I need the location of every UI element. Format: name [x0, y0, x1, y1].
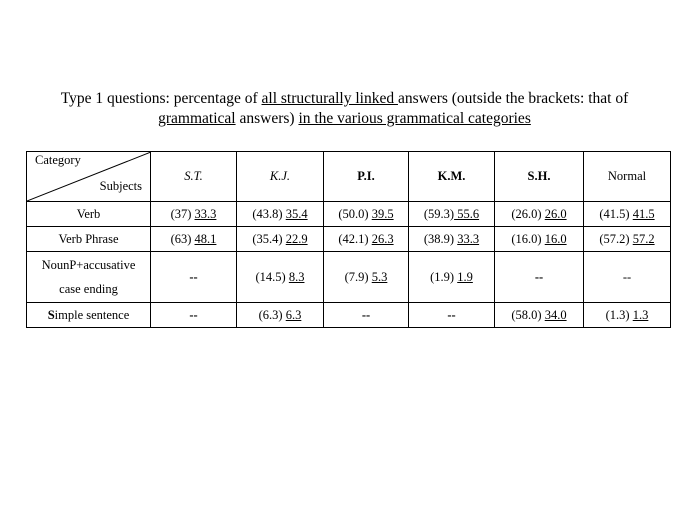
caption-text: Type 1 questions: percentage of: [60, 90, 262, 107]
bracket-value: (42.1): [338, 231, 372, 246]
column-header-normal: Normal: [584, 152, 671, 202]
table-cell: [237, 227, 324, 252]
table-cell: [584, 227, 671, 252]
caption-underlined: grammatical: [158, 110, 236, 127]
bracket-value: (6.3): [258, 307, 286, 322]
row-label-verb: Verb: [27, 202, 151, 227]
caption-underlined: in the various grammatical categories: [298, 110, 531, 127]
row-label-verb-phrase: Verb Phrase: [27, 227, 151, 252]
table-cell: [151, 202, 237, 227]
column-header-pi: P.I.: [324, 152, 409, 202]
row-label-initial: S: [47, 307, 55, 322]
grammatical-value: 57.2: [632, 231, 655, 246]
category-label: Category: [35, 153, 81, 167]
row-label-simple-sentence: [27, 303, 151, 328]
grammatical-value: 16.0: [544, 231, 567, 246]
table-cell: --: [151, 252, 237, 303]
grammatical-value: 48.1: [194, 231, 217, 246]
table-cell: [495, 227, 584, 252]
caption-text: answers (outside the brackets: that of: [397, 90, 629, 107]
header-row: [27, 152, 671, 202]
bracket-value: (43.8): [252, 206, 286, 221]
grammatical-value: 35.4: [285, 206, 308, 221]
caption-underlined: all structurally linked: [261, 90, 398, 107]
table-cell: [324, 252, 409, 303]
grammatical-value: 8.3: [288, 269, 305, 284]
column-header-kj: K.J.: [237, 152, 324, 202]
bracket-value: (7.9): [344, 269, 372, 284]
table-cell: [409, 252, 495, 303]
grammatical-value: 55.6: [454, 206, 480, 221]
column-header-st: S.T.: [151, 152, 237, 202]
row-label-rest: imple sentence: [54, 307, 130, 322]
bracket-value: (16.0): [511, 231, 545, 246]
grammatical-value: 34.0: [544, 307, 567, 322]
grammatical-value: 5.3: [371, 269, 388, 284]
table-cell: [495, 202, 584, 227]
table-cell: [584, 303, 671, 328]
bracket-value: (63): [170, 231, 195, 246]
table-row: [27, 252, 671, 303]
row-label-nounp-accusative: [27, 252, 151, 303]
table-cell: [237, 202, 324, 227]
table-cell: [495, 303, 584, 328]
table-cell: --: [584, 252, 671, 303]
table-cell: [151, 227, 237, 252]
table-row: [27, 202, 671, 227]
table-cell: --: [495, 252, 584, 303]
bracket-value: (38.9): [423, 231, 458, 246]
table-cell: [409, 227, 495, 252]
header-corner-cell: [27, 152, 151, 202]
grammatical-value: 41.5: [632, 206, 655, 221]
caption-line-1: [0, 89, 689, 109]
table-cell: --: [324, 303, 409, 328]
table-cell: [584, 202, 671, 227]
bracket-value: (58.0): [511, 307, 545, 322]
table-cell: [409, 202, 495, 227]
bracket-value: (1.3): [605, 307, 633, 322]
bracket-value: (35.4): [252, 231, 286, 246]
bracket-value: (37): [170, 206, 195, 221]
grammatical-value: 26.3: [371, 231, 394, 246]
bracket-value: (50.0): [338, 206, 372, 221]
caption-line-2: [0, 109, 689, 129]
table-cell: --: [409, 303, 495, 328]
grammatical-value: 33.3: [194, 206, 217, 221]
row-label-line: NounP+accusative: [41, 258, 136, 272]
caption-text: answers): [235, 110, 299, 127]
grammatical-value: 6.3: [285, 307, 302, 322]
results-table: [26, 151, 671, 328]
table-row: [27, 303, 671, 328]
grammatical-value: 33.3: [457, 231, 480, 246]
grammatical-value: 26.0: [544, 206, 567, 221]
table-cell: [237, 303, 324, 328]
table-caption: [0, 89, 689, 129]
table-cell: [324, 202, 409, 227]
grammatical-value: 1.9: [457, 269, 473, 284]
row-label-line: case ending: [59, 282, 118, 296]
bracket-value: (14.5): [255, 269, 289, 284]
table-cell: --: [151, 303, 237, 328]
column-header-km: K.M.: [409, 152, 495, 202]
column-header-sh: S.H.: [495, 152, 584, 202]
subjects-label: Subjects: [99, 179, 142, 193]
bracket-value: (41.5): [599, 206, 633, 221]
grammatical-value: 1.3: [632, 307, 649, 322]
table-row: [27, 227, 671, 252]
bracket-value: (1.9): [430, 269, 458, 284]
bracket-value: (26.0): [511, 206, 545, 221]
grammatical-value: 39.5: [371, 206, 394, 221]
bracket-value: (59.3): [423, 206, 455, 221]
grammatical-value: 22.9: [285, 231, 308, 246]
table-cell: [237, 252, 324, 303]
table-cell: [324, 227, 409, 252]
bracket-value: (57.2): [599, 231, 633, 246]
